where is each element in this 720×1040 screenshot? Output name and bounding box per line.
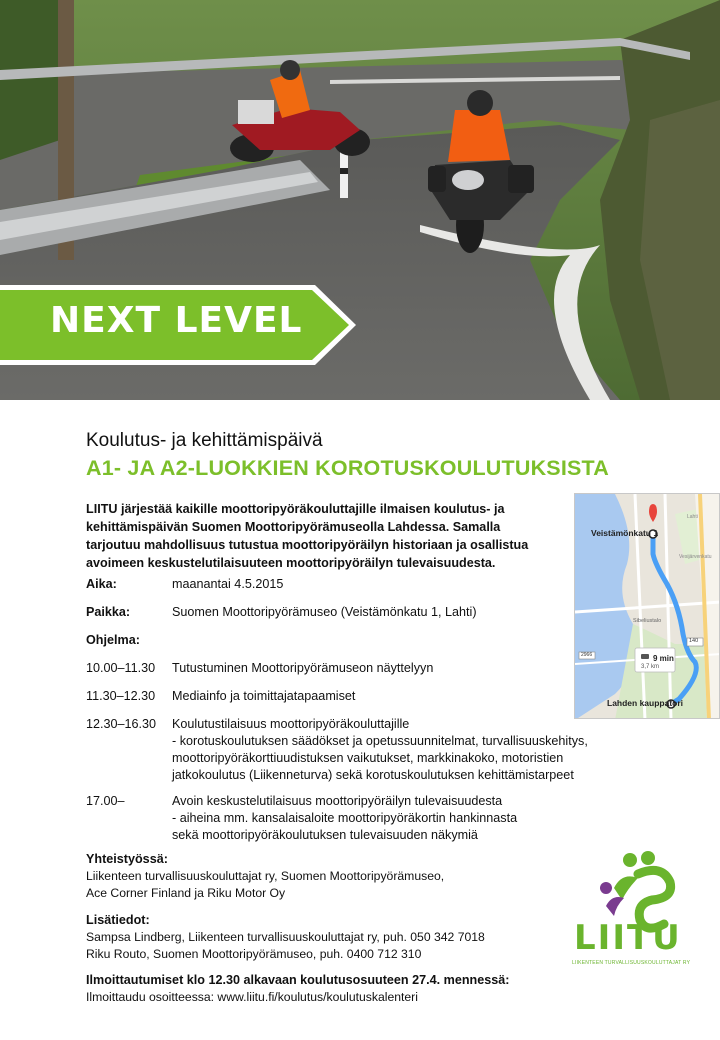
- program-time: 17.00–: [86, 794, 125, 808]
- cooperation-line: Ace Corner Finland ja Riku Motor Oy: [86, 886, 286, 900]
- program-line: moottoripyöräkorttiuudistuksen vaikutukset, markkinakoko, motoristien: [172, 751, 564, 765]
- liitu-wordmark: LIITU: [574, 918, 682, 958]
- event-subtitle: Koulutus- ja kehittämispäivä: [86, 430, 323, 451]
- program-time: 12.30–16.30: [86, 717, 157, 731]
- program-item: Mediainfo ja toimittajatapaamiset: [172, 689, 356, 703]
- registration-link[interactable]: Ilmoittaudu osoitteessa: www.liitu.fi/koulutus/koulutuskalenteri: [86, 990, 418, 1004]
- cooperation-label: Yhteistyössä:: [86, 852, 168, 866]
- date-value: maanantai 4.5.2015: [172, 577, 284, 591]
- event-headline: A1- JA A2-LUOKKIEN KOROTUSKOULUTUKSISTA: [86, 456, 610, 480]
- program-line: sekä moottoripyöräkoulutuksen tulevaisuuden näkymiä: [172, 828, 478, 842]
- program-line: Avoin keskustelutilaisuus moottoripyöräilyn tulevaisuudesta: [172, 794, 503, 808]
- map-duration: 9 min: [653, 654, 674, 663]
- map-city-label: Lahti: [687, 514, 698, 520]
- map-distance: 3,7 km: [641, 664, 660, 670]
- intro-paragraph: [86, 500, 556, 572]
- intro-line: kehittämispäivän Suomen Moottoripyörämuseolla Lahdessa. Samalla: [86, 520, 501, 534]
- program-time: 11.30–12.30: [86, 689, 156, 703]
- more-info-label: Lisätiedot:: [86, 913, 150, 927]
- program-label: Ohjelma:: [86, 633, 140, 647]
- program-item: [172, 716, 622, 784]
- program-line: - aiheina mm. kansalaisaloite moottoripyöräkortin hankinnasta: [172, 811, 518, 825]
- program-item: Tutustuminen Moottoripyörämuseon näyttelyyn: [172, 661, 434, 675]
- place-value: Suomen Moottoripyörämuseo (Veistämönkatu 1, Lahti): [172, 605, 477, 619]
- intro-line: tarjoutuu mahdollisuus tutustua moottoripyöräilyn historiaan ja osallistua: [86, 538, 529, 552]
- registration-deadline: Ilmoittautumiset klo 12.30 alkavaan koulutusosuuteen 27.4. mennessä:: [86, 973, 510, 987]
- route-map: [574, 493, 720, 719]
- more-info-text: [86, 929, 566, 963]
- more-info-line: Sampsa Lindberg, Liikenteen turvallisuuskouluttajat ry, puh. 050 342 7018: [86, 930, 485, 944]
- map-road-number: 140: [689, 638, 699, 644]
- hero-photo: [0, 0, 720, 400]
- date-label: Aika:: [86, 577, 117, 591]
- cooperation-line: Liikenteen turvallisuuskouluttajat ry, Suomen Moottoripyörämuseo,: [86, 869, 445, 883]
- map-street-label: Vesijärvenkatu: [679, 554, 712, 560]
- program-line: jatkokoulutus (Liikenneturva) sekä korotuskoulutuksen kehittämistarpeet: [172, 768, 574, 782]
- cooperation-text: [86, 868, 566, 902]
- more-info-line: Riku Routo, Suomen Moottoripyörämuseo, puh. 0400 712 310: [86, 947, 422, 961]
- map-small-label: 2966: [581, 652, 593, 658]
- map-origin-label: Lahden kauppatori: [607, 698, 684, 708]
- intro-line: avoimeen keskustelutilaisuuteen moottoripyöräilyn tulevaisuudesta.: [86, 556, 496, 570]
- program-item: [172, 793, 572, 844]
- intro-line: LIITU järjestää kaikille moottoripyöräkouluttajille ilmaisen koulutus- ja: [86, 502, 505, 516]
- place-label: Paikka:: [86, 605, 131, 619]
- program-line: - korotuskoulutuksen säädökset ja opetussuunnitelmat, turvallisuuskehitys,: [172, 734, 588, 748]
- liitu-logo: [572, 848, 712, 973]
- liitu-tagline: LIIKENTEEN TURVALLISUUSKOULUTTAJAT RY: [572, 960, 691, 966]
- program-line: Koulutustilaisuus moottoripyöräkouluttajille: [172, 717, 410, 731]
- map-destination-label: Veistämönkatu 1: [591, 528, 659, 538]
- banner-title: NEXT LEVEL: [50, 300, 303, 341]
- map-poi-label: Sibeliustalo: [633, 618, 662, 624]
- program-time: 10.00–11.30: [86, 661, 156, 675]
